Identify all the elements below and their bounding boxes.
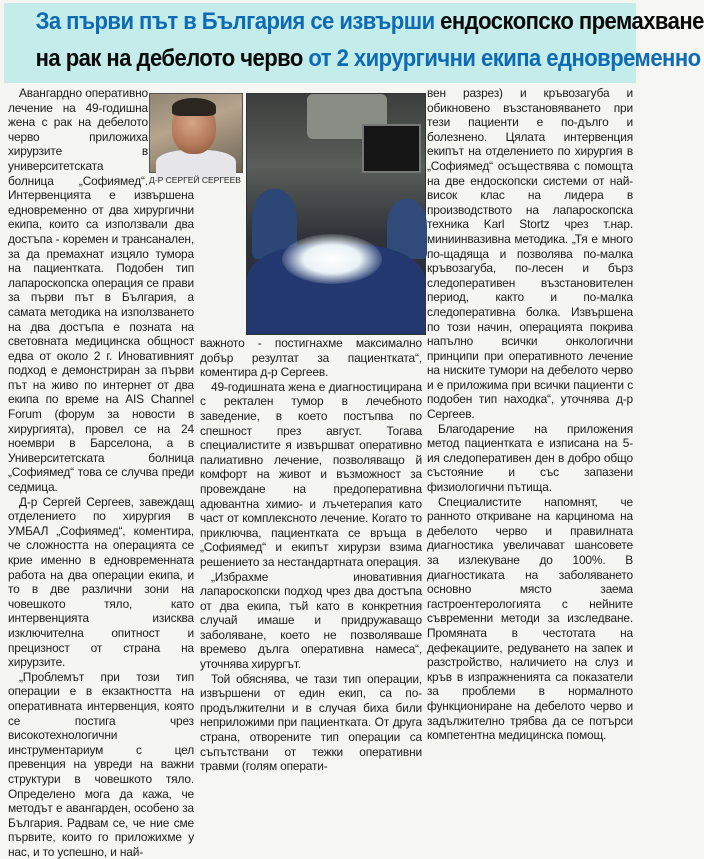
column3-paragraph: Благодарение на приложения метод пациентката е изписана на 5-ия следоперативен ден в добро общо състояние и със запазени физиологични пътища. xyxy=(427,421,633,495)
column1-paragraph: Д-р Сергей Сергеев, завеждащ отделението по хирургия в УМБАЛ „Софиямед“, коментира, че сложността на операцията се крие именно в едновременната работа на два операции екипа, и то в две различни зони на човешкото тяло, като интервенцията изисква изключителна опитност и прецизност от страна на хирурзите. xyxy=(8,494,194,670)
headline-line1-normal: За първи път в България се извърши xyxy=(35,8,441,35)
article-column-1 xyxy=(8,86,194,859)
column3-paragraph: вен разрез) и кръвозагуба и обикновено възстановяването при тези пациенти е по-дълго и болезнено. Цялата интервенция екипът на отделението по хирургия в „Софиямед“ осъществява с помощта на две ендоскопски системи от най-висок клас на лидера в производството на лапароскопска техника Karl Stortz чрез т.нар. миниинвазивна методика. „Тя е много по-щадяща и позволява по-малка кръвозагуба, по-лесен и бърз следоперативен възстановителен период, както и по-малка следоперативна болка. Извършена по този начин, операцията покрива напълно всички онкологични принципи при оперативното лечение на ниските тумори на дебелото черво и е приложима при всички пациенти с подобен тип находка“, уточнява д-р Сергеев. xyxy=(427,86,633,422)
headline-line-2 xyxy=(35,40,701,77)
article-column-3 xyxy=(427,86,633,743)
article-column-2 xyxy=(200,336,422,774)
column2-paragraph: важното - постигнахме максимално добър резултат за пациентката“, коментира д-р Сергеев. xyxy=(200,336,422,380)
headline-line-1 xyxy=(35,3,704,40)
column3-paragraph: Специалистите напомнят, че ранното откриване на карцинома на дебелото черво и правилната диагностика увеличават шансовете за излекуване до 100%. В диагностиката на заболяването основно място заема гастроентерологията с нейните съвременни методи за изследване. Промяната в честотата на дефекациите, редуването на запек и разстройство, наличието на слуз и кръв в изпражненията са показатели за проблеми в нормалното функциониране на дебелото черво и задължително трябва да се потърси компетентна медицинска помощ. xyxy=(427,494,633,743)
column2-paragraph: Той обяснява, че тази тип операции, извършени от един екип, са по-продължителни и в случая биха били неприложими при пациентката. От друга страна, отворените тип операции са съпътствани от тежки оперативни травми (голям операти- xyxy=(200,671,422,774)
portrait-caption: Д-Р СЕРГЕЙ СЕРГЕЕВ xyxy=(149,175,241,185)
operating-light-glow xyxy=(282,234,382,284)
headline-line1-emphasis: ендоскопско премахване xyxy=(440,8,704,35)
portrait-photo xyxy=(149,93,243,173)
column1-paragraph: „Проблемът при този тип операции е в екзактността на оперативната интервенция, която се постига чрез високотехнологични инструментариум с цел превенция на увреди на важни структури в човешкото тяло. Определено мога да кажа, че методът е авангарден, особено за България. Радвам се, че ние сме първите, които го приложихме у нас, и то успешно, и най- xyxy=(8,669,194,859)
headline xyxy=(4,3,704,83)
column1-paragraph: Авангардно оперативно лечение на 49-годишна жена с рак на дебелото черво приложиха хирурзите в университетската болница „Софиямед“. Интервенцията е извършена едновременно от два хирургични екипа, които са използвали два достъпа - коремен и трансанален, за да премахнат изцяло тумора на пациентката. Подобен тип лапароскопска операция се прави за първи път в България, а самата методика на използването на два достъпа е позната на световната медицинска общност едва от около 2 г. Иновативният подход е демонстриран за първи път на живо по интернет от два екипа по време на AIS Channel Forum (форум за новости в хирургията), провел се на 24 ноември в Барселона, а в Университетската болница „Софиямед“ това се случва преди седмица. xyxy=(8,86,194,495)
portrait-hair xyxy=(172,98,216,116)
column2-paragraph: „Избрахме иновативния лапароскопски подход чрез два достъпа от два екипа, тъй като в конкретния случай имаше и придружаващо заболяване, което не позволяваше времево дълга оперативна намеса“, уточнява хирургът. xyxy=(200,569,422,672)
operating-room-photo xyxy=(246,93,426,335)
endoscopy-monitor xyxy=(362,124,421,173)
headline-line2-normal: от 2 хирургични екипа едновременно xyxy=(302,45,701,72)
headline-line2-emphasis: на рак на дебелото черво xyxy=(35,45,303,72)
column2-paragraph: 49-годишната жена е диагностицирана с ректален тумор в лечебното заведение, в което постъпва по спешност през август. Тогава специалистите я извършват оперативно палиативно лечение, позволяващо й комфорт на живот и възможност за провеждане на предоперативна адювантна химио- и лъчетерапия като част от комплексното лечение. Когато то приключва, пациентката се връща в „Софиямед“ и екипът хирурзи взима решението за нестандартната операция. xyxy=(200,379,422,569)
